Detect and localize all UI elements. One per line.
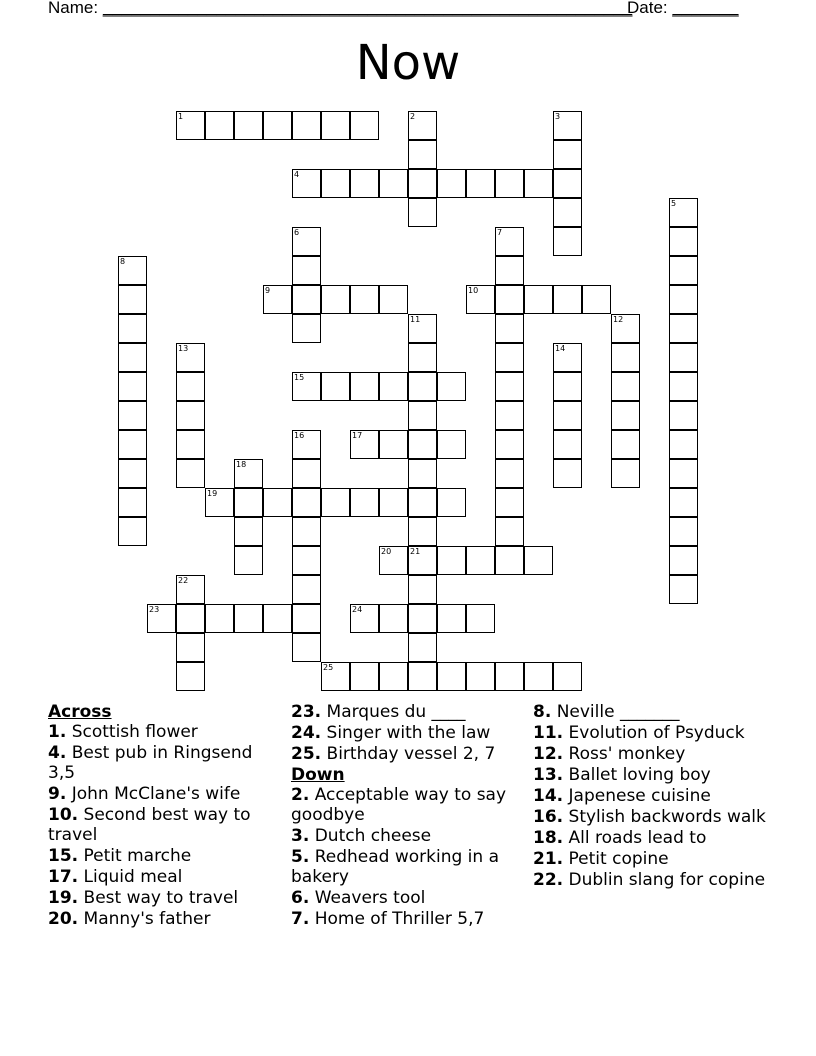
- grid-cell[interactable]: [553, 198, 582, 227]
- grid-cell[interactable]: [292, 372, 321, 401]
- clue-text: Ross' monkey: [563, 744, 686, 764]
- grid-cell[interactable]: [669, 198, 698, 227]
- grid-cell[interactable]: [234, 546, 263, 575]
- grid-cell[interactable]: [292, 430, 321, 459]
- grid-cell[interactable]: [524, 169, 553, 198]
- clue-number: 2.: [291, 785, 310, 805]
- clue-text: Acceptable way to say goodbye: [291, 785, 507, 825]
- grid-cell[interactable]: [495, 401, 524, 430]
- grid-cell[interactable]: [379, 488, 408, 517]
- cell-number: 3: [555, 112, 561, 121]
- grid-cell[interactable]: [176, 343, 205, 372]
- grid-cell[interactable]: [205, 111, 234, 140]
- grid-cell[interactable]: [611, 372, 640, 401]
- grid-cell[interactable]: [350, 169, 379, 198]
- grid-cell[interactable]: [495, 314, 524, 343]
- grid-cell[interactable]: [118, 343, 147, 372]
- clue: [533, 870, 773, 890]
- grid-cell[interactable]: [495, 227, 524, 256]
- grid-cell[interactable]: [350, 111, 379, 140]
- clue: [48, 909, 276, 929]
- grid-cell[interactable]: [379, 285, 408, 314]
- clue: [533, 807, 773, 827]
- cell-number: 24: [352, 605, 363, 614]
- name-blank[interactable]: ________________________________________________________: [102, 0, 633, 17]
- grid-cell[interactable]: [495, 285, 524, 314]
- grid-cell[interactable]: [176, 372, 205, 401]
- grid-cell[interactable]: [408, 169, 437, 198]
- grid-cell[interactable]: [611, 314, 640, 343]
- grid-cell[interactable]: [118, 401, 147, 430]
- grid-cell[interactable]: [495, 343, 524, 372]
- grid-cell[interactable]: [669, 314, 698, 343]
- cell-number: 18: [236, 460, 247, 469]
- grid-cell[interactable]: [350, 662, 379, 691]
- grid-cell[interactable]: [292, 604, 321, 633]
- clue-number: 14.: [533, 786, 564, 806]
- clue-text: Petit marche: [78, 846, 192, 866]
- clue-number: 1.: [48, 722, 67, 742]
- grid-cell[interactable]: [234, 111, 263, 140]
- grid-cell[interactable]: [292, 488, 321, 517]
- grid-cell[interactable]: [524, 285, 553, 314]
- grid-cell[interactable]: [437, 662, 466, 691]
- grid-cell[interactable]: [292, 459, 321, 488]
- grid-cell[interactable]: [553, 372, 582, 401]
- clue: [48, 805, 276, 845]
- grid-cell[interactable]: [118, 488, 147, 517]
- clue-text: Evolution of Psyduck: [563, 723, 745, 743]
- cell-number: 1: [178, 112, 184, 121]
- name-label: Name:: [48, 0, 99, 17]
- grid-cell[interactable]: [495, 256, 524, 285]
- clues-column-1: [48, 702, 276, 930]
- clue: [291, 888, 521, 908]
- grid-cell[interactable]: [176, 662, 205, 691]
- clue: [533, 828, 773, 848]
- grid-cell[interactable]: [408, 517, 437, 546]
- clue-text: Weavers tool: [309, 888, 426, 908]
- cell-number: 23: [149, 605, 160, 614]
- clue: [291, 702, 521, 722]
- grid-cell[interactable]: [408, 430, 437, 459]
- grid-cell[interactable]: [408, 198, 437, 227]
- grid-cell[interactable]: [495, 517, 524, 546]
- grid-cell[interactable]: [437, 488, 466, 517]
- clue: [48, 846, 276, 866]
- grid-cell[interactable]: [234, 604, 263, 633]
- grid-cell[interactable]: [118, 430, 147, 459]
- grid-cell[interactable]: [553, 662, 582, 691]
- grid-cell[interactable]: [379, 604, 408, 633]
- grid-cell[interactable]: [350, 372, 379, 401]
- grid-cell[interactable]: [408, 459, 437, 488]
- clue-text: Second best way to travel: [48, 805, 251, 845]
- clue-text: Home of Thriller 5,7: [309, 909, 485, 929]
- grid-cell[interactable]: [118, 256, 147, 285]
- across-heading: Across: [48, 702, 112, 722]
- clue: [291, 723, 521, 743]
- grid-cell[interactable]: [495, 546, 524, 575]
- clue-number: 7.: [291, 909, 310, 929]
- clue-text: Ballet loving boy: [563, 765, 711, 785]
- clue-number: 5.: [291, 847, 310, 867]
- clue-number: 9.: [48, 784, 67, 804]
- clue: [533, 702, 773, 722]
- cell-number: 19: [207, 489, 218, 498]
- grid-cell[interactable]: [582, 285, 611, 314]
- clue-text: Marques du ____: [321, 702, 466, 722]
- clue-number: 12.: [533, 744, 564, 764]
- grid-cell[interactable]: [669, 459, 698, 488]
- grid-cell[interactable]: [379, 546, 408, 575]
- grid-cell[interactable]: [408, 140, 437, 169]
- clue-text: Redhead working in a bakery: [291, 847, 499, 887]
- grid-cell[interactable]: [669, 285, 698, 314]
- down-heading: Down: [291, 765, 345, 785]
- cell-number: 22: [178, 576, 189, 585]
- clue-number: 23.: [291, 702, 322, 722]
- grid-cell[interactable]: [263, 488, 292, 517]
- grid-cell[interactable]: [524, 546, 553, 575]
- grid-cell[interactable]: [408, 546, 437, 575]
- grid-cell[interactable]: [437, 430, 466, 459]
- grid-cell[interactable]: [292, 314, 321, 343]
- clue: [291, 909, 521, 929]
- grid-cell[interactable]: [466, 169, 495, 198]
- clue-number: 16.: [533, 807, 564, 827]
- grid-cell[interactable]: [669, 401, 698, 430]
- grid-cell[interactable]: [350, 430, 379, 459]
- grid-cell[interactable]: [118, 372, 147, 401]
- grid-cell[interactable]: [176, 633, 205, 662]
- clue-text: All roads lead to: [563, 828, 707, 848]
- clue-number: 20.: [48, 909, 79, 929]
- grid-cell[interactable]: [669, 575, 698, 604]
- clue-number: 21.: [533, 849, 564, 869]
- cell-number: 14: [555, 344, 566, 353]
- grid-cell[interactable]: [379, 169, 408, 198]
- clue-text: John McClane's wife: [66, 784, 241, 804]
- grid-cell[interactable]: [437, 169, 466, 198]
- grid-cell[interactable]: [234, 517, 263, 546]
- grid-cell[interactable]: [205, 604, 234, 633]
- grid-cell[interactable]: [321, 488, 350, 517]
- clue: [291, 826, 521, 846]
- cell-number: 13: [178, 344, 189, 353]
- clue-text: Liquid meal: [78, 867, 183, 887]
- clue-number: 8.: [533, 702, 552, 722]
- grid-cell[interactable]: [553, 343, 582, 372]
- grid-cell[interactable]: [408, 662, 437, 691]
- grid-cell[interactable]: [118, 459, 147, 488]
- grid-cell[interactable]: [118, 314, 147, 343]
- grid-cell[interactable]: [553, 111, 582, 140]
- date-label: Date:: [627, 0, 668, 17]
- grid-cell[interactable]: [408, 575, 437, 604]
- grid-cell[interactable]: [379, 372, 408, 401]
- clue: [533, 744, 773, 764]
- grid-cell[interactable]: [611, 343, 640, 372]
- grid-cell[interactable]: [553, 285, 582, 314]
- grid-cell[interactable]: [147, 604, 176, 633]
- clue: [48, 867, 276, 887]
- grid-cell[interactable]: [176, 575, 205, 604]
- cell-number: 11: [410, 315, 421, 324]
- grid-cell[interactable]: [669, 488, 698, 517]
- clue: [533, 786, 773, 806]
- clue-number: 13.: [533, 765, 564, 785]
- cell-number: 16: [294, 431, 305, 440]
- grid-cell[interactable]: [176, 111, 205, 140]
- clue-text: Petit copine: [563, 849, 669, 869]
- grid-cell[interactable]: [669, 227, 698, 256]
- grid-cell[interactable]: [408, 488, 437, 517]
- grid-cell[interactable]: [408, 372, 437, 401]
- grid-cell[interactable]: [553, 459, 582, 488]
- grid-cell[interactable]: [292, 546, 321, 575]
- grid-cell[interactable]: [176, 430, 205, 459]
- cell-number: 20: [381, 547, 392, 556]
- grid-cell[interactable]: [263, 604, 292, 633]
- grid-cell[interactable]: [350, 604, 379, 633]
- cell-number: 4: [294, 170, 300, 179]
- clue-number: 25.: [291, 744, 322, 764]
- cell-number: 25: [323, 663, 334, 672]
- grid-cell[interactable]: [321, 662, 350, 691]
- grid-cell[interactable]: [408, 111, 437, 140]
- clue: [291, 785, 521, 825]
- clue-number: 4.: [48, 743, 67, 763]
- grid-cell[interactable]: [408, 401, 437, 430]
- clue-number: 18.: [533, 828, 564, 848]
- grid-cell[interactable]: [495, 372, 524, 401]
- grid-cell[interactable]: [669, 430, 698, 459]
- clue-number: 11.: [533, 723, 564, 743]
- cell-number: 8: [120, 257, 126, 266]
- grid-cell[interactable]: [118, 285, 147, 314]
- grid-cell[interactable]: [350, 285, 379, 314]
- clue-text: Stylish backwords walk: [563, 807, 766, 827]
- clue: [48, 743, 276, 783]
- grid-cell[interactable]: [408, 604, 437, 633]
- grid-cell[interactable]: [321, 111, 350, 140]
- grid-cell[interactable]: [669, 546, 698, 575]
- grid-cell[interactable]: [669, 517, 698, 546]
- cell-number: 21: [410, 547, 421, 556]
- grid-cell[interactable]: [292, 227, 321, 256]
- clue-number: 15.: [48, 846, 79, 866]
- grid-cell[interactable]: [437, 604, 466, 633]
- grid-cell[interactable]: [669, 372, 698, 401]
- clue-text: Best way to travel: [78, 888, 239, 908]
- grid-cell[interactable]: [379, 430, 408, 459]
- grid-cell[interactable]: [611, 459, 640, 488]
- clue-number: 24.: [291, 723, 322, 743]
- grid-cell[interactable]: [234, 488, 263, 517]
- grid-cell[interactable]: [321, 285, 350, 314]
- grid-cell[interactable]: [379, 662, 408, 691]
- clue-number: 19.: [48, 888, 79, 908]
- grid-cell[interactable]: [292, 285, 321, 314]
- grid-cell[interactable]: [495, 459, 524, 488]
- cell-number: 2: [410, 112, 416, 121]
- clue: [533, 723, 773, 743]
- clue-number: 22.: [533, 870, 564, 890]
- clue-number: 17.: [48, 867, 79, 887]
- clue-text: Best pub in Ringsend 3,5: [48, 743, 253, 783]
- grid-cell[interactable]: [611, 401, 640, 430]
- clue-number: 6.: [291, 888, 310, 908]
- clue-text: Birthday vessel 2, 7: [321, 744, 496, 764]
- clue-text: Singer with the law: [321, 723, 491, 743]
- grid-cell[interactable]: [611, 430, 640, 459]
- grid-cell[interactable]: [553, 169, 582, 198]
- grid-cell[interactable]: [466, 662, 495, 691]
- grid-cell[interactable]: [234, 459, 263, 488]
- grid-cell[interactable]: [495, 169, 524, 198]
- grid-cell[interactable]: [176, 401, 205, 430]
- grid-cell[interactable]: [524, 662, 553, 691]
- grid-cell[interactable]: [437, 546, 466, 575]
- grid-cell[interactable]: [669, 343, 698, 372]
- grid-cell[interactable]: [292, 256, 321, 285]
- grid-cell[interactable]: [553, 430, 582, 459]
- date-blank[interactable]: _______: [672, 0, 739, 17]
- clue: [48, 722, 276, 742]
- grid-cell[interactable]: [466, 604, 495, 633]
- grid-cell[interactable]: [408, 343, 437, 372]
- cell-number: 6: [294, 228, 300, 237]
- grid-cell[interactable]: [669, 256, 698, 285]
- grid-cell[interactable]: [205, 488, 234, 517]
- clue: [291, 744, 521, 764]
- grid-cell[interactable]: [495, 430, 524, 459]
- grid-cell[interactable]: [495, 662, 524, 691]
- grid-cell[interactable]: [466, 285, 495, 314]
- grid-cell[interactable]: [263, 111, 292, 140]
- clue-text: Scottish flower: [66, 722, 198, 742]
- clue: [48, 784, 276, 804]
- clue-number: 10.: [48, 805, 79, 825]
- clue-text: Dutch cheese: [309, 826, 432, 846]
- grid-cell[interactable]: [495, 488, 524, 517]
- clue: [533, 765, 773, 785]
- clue: [291, 847, 521, 887]
- grid-cell[interactable]: [176, 459, 205, 488]
- clue-text: Neville _______: [551, 702, 680, 722]
- grid-cell[interactable]: [553, 227, 582, 256]
- grid-cell[interactable]: [292, 111, 321, 140]
- cell-number: 5: [671, 199, 677, 208]
- cell-number: 7: [497, 228, 503, 237]
- grid-cell[interactable]: [437, 372, 466, 401]
- cell-number: 15: [294, 373, 305, 382]
- grid-cell[interactable]: [321, 169, 350, 198]
- grid-cell[interactable]: [321, 372, 350, 401]
- cell-number: 17: [352, 431, 363, 440]
- cell-number: 12: [613, 315, 624, 324]
- grid-cell[interactable]: [176, 604, 205, 633]
- clues-column-2: [291, 702, 521, 930]
- grid-cell[interactable]: [292, 575, 321, 604]
- clues-column-3: [533, 702, 773, 891]
- cell-number: 10: [468, 286, 479, 295]
- clue: [533, 849, 773, 869]
- grid-cell[interactable]: [466, 546, 495, 575]
- grid-cell[interactable]: [263, 285, 292, 314]
- puzzle-title: Now: [355, 35, 461, 91]
- grid-cell[interactable]: [292, 517, 321, 546]
- cell-number: 9: [265, 286, 271, 295]
- grid-cell[interactable]: [408, 633, 437, 662]
- clue-text: Japenese cuisine: [563, 786, 711, 806]
- grid-cell[interactable]: [408, 314, 437, 343]
- clue-text: Dublin slang for copine: [563, 870, 766, 890]
- clue-number: 3.: [291, 826, 310, 846]
- clue-text: Manny's father: [78, 909, 211, 929]
- grid-cell[interactable]: [118, 517, 147, 546]
- grid-cell[interactable]: [553, 140, 582, 169]
- grid-cell[interactable]: [350, 488, 379, 517]
- grid-cell[interactable]: [553, 401, 582, 430]
- grid-cell[interactable]: [292, 633, 321, 662]
- grid-cell[interactable]: [292, 169, 321, 198]
- clue: [48, 888, 276, 908]
